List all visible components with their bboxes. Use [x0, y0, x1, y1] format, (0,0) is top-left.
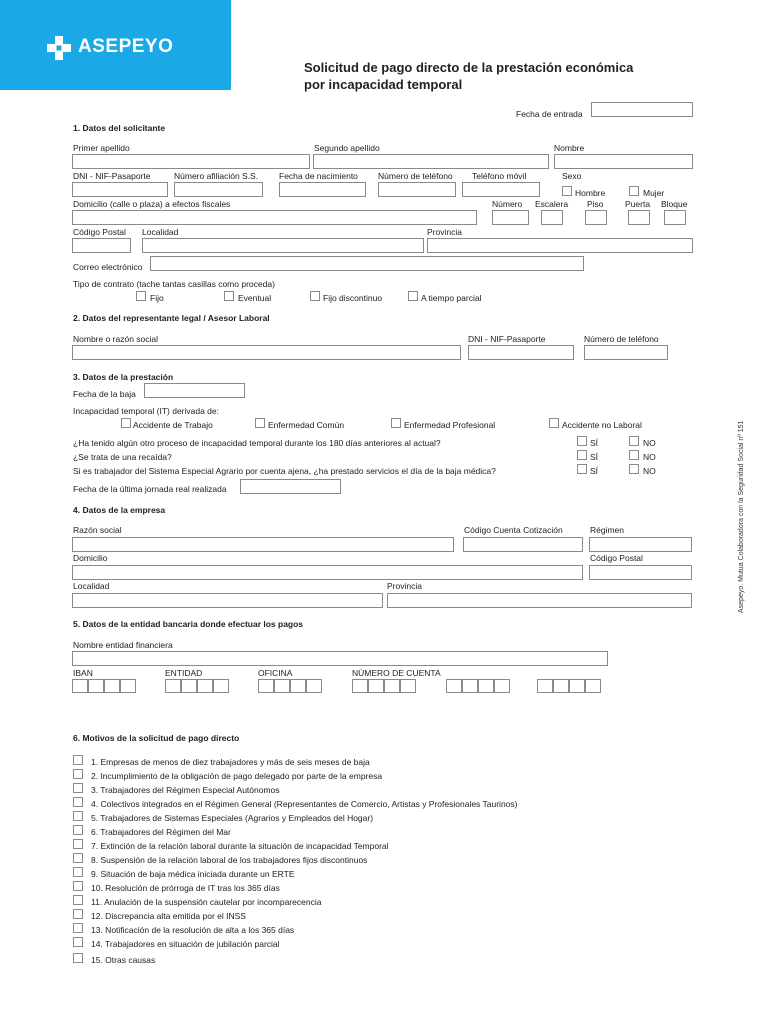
- reason-label: 13. Notificación de la resolución de alta a los 365 días: [91, 925, 295, 935]
- dni-label: DNI - NIF-Pasaporte: [73, 171, 151, 181]
- rep-phone-label: Número de teléfono: [584, 334, 659, 344]
- branch-digit-box[interactable]: [306, 679, 322, 693]
- q3-yes-label: SÍ: [590, 466, 599, 476]
- company-locality-label: Localidad: [73, 581, 110, 591]
- leave-date-label: Fecha de la baja: [73, 389, 136, 399]
- account-digit-box[interactable]: [446, 679, 462, 693]
- ss-number-field[interactable]: [174, 182, 263, 197]
- regime-label: Régimen: [590, 525, 625, 535]
- dni-field[interactable]: [72, 182, 168, 197]
- reason-label: 2. Incumplimiento de la obligación de pago delegado por parte de la empresa: [91, 771, 383, 781]
- reason-label: 14. Trabajadores en situación de jubilación parcial: [91, 939, 280, 949]
- section-1-title: 1. Datos del solicitante: [73, 123, 166, 133]
- email-label: Correo electrónico: [73, 262, 143, 272]
- question-relapse: ¿Se trata de una recaída?: [73, 452, 172, 462]
- contract-part-time-label: A tiempo parcial: [421, 293, 482, 303]
- rep-name-label: Nombre o razón social: [73, 334, 159, 344]
- question-180-days: ¿Ha tenido algún otro proceso de incapacidad temporal durante los 180 días anteriores al actual?: [73, 438, 441, 448]
- mobile-label: Teléfono móvil: [472, 171, 527, 181]
- reason-label: 6. Trabajadores del Régimen del Mar: [91, 827, 231, 837]
- iban-label: IBAN: [73, 668, 93, 678]
- account-number-label: NÚMERO DE CUENTA: [352, 668, 441, 678]
- ccc-label: Código Cuenta Cotización: [464, 525, 563, 535]
- reason-checkbox[interactable]: [73, 867, 83, 877]
- regime-field[interactable]: [589, 537, 692, 552]
- address-field[interactable]: [72, 210, 477, 225]
- contract-temporary-label: Eventual: [238, 293, 272, 303]
- contract-part-time-checkbox[interactable]: [408, 291, 418, 301]
- reason-label: 9. Situación de baja médica iniciada durante un ERTE: [91, 869, 295, 879]
- work-accident-checkbox[interactable]: [121, 418, 131, 428]
- account-digit-box[interactable]: [553, 679, 569, 693]
- female-label: Mujer: [643, 188, 665, 198]
- occupational-illness-checkbox[interactable]: [391, 418, 401, 428]
- rep-phone-field[interactable]: [584, 345, 668, 360]
- block-field[interactable]: [664, 210, 686, 225]
- female-checkbox[interactable]: [629, 186, 639, 196]
- entry-date-field[interactable]: [591, 102, 693, 117]
- male-label: Hombre: [575, 188, 606, 198]
- company-province-field[interactable]: [387, 593, 692, 608]
- number-field[interactable]: [492, 210, 529, 225]
- q1-no-label: NO: [643, 438, 656, 448]
- company-name-label: Razón social: [73, 525, 122, 535]
- bank-name-field[interactable]: [72, 651, 608, 666]
- entity-label: ENTIDAD: [165, 668, 203, 678]
- company-locality-field[interactable]: [72, 593, 383, 608]
- reason-checkbox[interactable]: [73, 839, 83, 849]
- reason-label: 8. Suspensión de la relación laboral de los trabajadores fijos discontinuos: [91, 855, 368, 865]
- iban-digit-box[interactable]: [104, 679, 120, 693]
- reason-checkbox[interactable]: [73, 953, 83, 963]
- address-label: Domicilio (calle o plaza) a efectos fiscales: [73, 199, 231, 209]
- staircase-field[interactable]: [541, 210, 563, 225]
- section-2-title: 2. Datos del representante legal / Asesor Laboral: [73, 313, 270, 323]
- reason-label: 15. Otras causas: [91, 955, 156, 965]
- reason-checkbox[interactable]: [73, 769, 83, 779]
- reason-label: 4. Colectivos integrados en el Régimen General (Representantes de Comercio, Artistas y Profesionales Taurinos): [91, 799, 518, 809]
- q3-no-checkbox[interactable]: [629, 464, 639, 474]
- occupational-illness-label: Enfermedad Profesional: [404, 420, 496, 430]
- reason-checkbox[interactable]: [73, 895, 83, 905]
- ss-number-label: Número afiliación S.S.: [174, 171, 259, 181]
- entry-date-label: Fecha de entrada: [516, 109, 583, 119]
- locality-field[interactable]: [142, 238, 424, 253]
- mobile-field[interactable]: [462, 182, 540, 197]
- iban-digit-box[interactable]: [88, 679, 104, 693]
- staircase-label: Escalera: [535, 199, 569, 209]
- entity-digit-box[interactable]: [181, 679, 197, 693]
- non-work-accident-label: Accidente no Laboral: [562, 420, 642, 430]
- first-surname-label: Primer apellido: [73, 143, 130, 153]
- branch-digit-box[interactable]: [290, 679, 306, 693]
- contract-temporary-checkbox[interactable]: [224, 291, 234, 301]
- form-title-line-1: Solicitud de pago directo de la prestación económica: [304, 60, 634, 75]
- q2-yes-label: SÍ: [590, 452, 599, 462]
- account-digit-box[interactable]: [384, 679, 400, 693]
- q3-no-label: NO: [643, 466, 656, 476]
- non-work-accident-checkbox[interactable]: [549, 418, 559, 428]
- last-workday-label: Fecha de la última jornada real realizada: [73, 484, 227, 494]
- section-6-title: 6. Motivos de la solicitud de pago directo: [73, 733, 240, 743]
- side-legal-text: Asepeyo. Mutua Colaboradora con la Seguridad Social nº 151: [738, 420, 745, 613]
- account-digit-box[interactable]: [585, 679, 601, 693]
- account-digit-box[interactable]: [368, 679, 384, 693]
- contract-discontinuous-checkbox[interactable]: [310, 291, 320, 301]
- company-province-label: Provincia: [387, 581, 422, 591]
- reason-label: 10. Resolución de prórroga de IT tras los 365 días: [91, 883, 280, 893]
- company-postal-code-field[interactable]: [589, 565, 692, 580]
- door-field[interactable]: [628, 210, 650, 225]
- contract-fixed-label: Fijo: [150, 293, 164, 303]
- reason-label: 12. Discrepancia alta emitida por el INSS: [91, 911, 246, 921]
- reason-checkbox[interactable]: [73, 797, 83, 807]
- reason-label: 3. Trabajadores del Régimen Especial Autónomos: [91, 785, 280, 795]
- second-surname-field[interactable]: [313, 154, 549, 169]
- account-digit-box[interactable]: [537, 679, 553, 693]
- section-5-title: 5. Datos de la entidad bancaria donde efectuar los pagos: [73, 619, 304, 629]
- number-label: Número: [492, 199, 523, 209]
- company-name-field[interactable]: [72, 537, 454, 552]
- account-digit-box[interactable]: [400, 679, 416, 693]
- floor-field[interactable]: [585, 210, 607, 225]
- account-digit-box[interactable]: [478, 679, 494, 693]
- reason-label: 11. Anulación de la suspensión cautelar por incomparecencia: [91, 897, 322, 907]
- ccc-field[interactable]: [463, 537, 583, 552]
- q1-no-checkbox[interactable]: [629, 436, 639, 446]
- company-postal-code-label: Código Postal: [590, 553, 643, 563]
- branch-digit-box[interactable]: [274, 679, 290, 693]
- reason-checkbox[interactable]: [73, 853, 83, 863]
- second-surname-label: Segundo apellido: [314, 143, 380, 153]
- question-agrarian: Si es trabajador del Sistema Especial Agrario por cuenta ajena, ¿ha prestado servicios el día de la baja médica?: [73, 466, 496, 476]
- reason-checkbox[interactable]: [73, 909, 83, 919]
- q1-yes-label: SÍ: [590, 438, 599, 448]
- reason-label: 5. Trabajadores de Sistemas Especiales (Agrarios y Empleados del Hogar): [91, 813, 374, 823]
- contract-type-label: Tipo de contrato (tache tantas casillas como proceda): [73, 279, 275, 289]
- rep-dni-label: DNI - NIF-Pasaporte: [468, 334, 546, 344]
- name-field[interactable]: [554, 154, 693, 169]
- reason-checkbox[interactable]: [73, 881, 83, 891]
- derived-from-label: Incapacidad temporal (IT) derivada de:: [73, 406, 219, 416]
- block-label: Bloque: [661, 199, 688, 209]
- iban-digit-box[interactable]: [120, 679, 136, 693]
- common-illness-checkbox[interactable]: [255, 418, 265, 428]
- last-workday-field[interactable]: [240, 479, 341, 494]
- door-label: Puerta: [625, 199, 651, 209]
- q2-yes-checkbox[interactable]: [577, 450, 587, 460]
- province-label: Provincia: [427, 227, 462, 237]
- sex-label: Sexo: [562, 171, 582, 181]
- reason-checkbox[interactable]: [73, 923, 83, 933]
- common-illness-label: Enfermedad Común: [268, 420, 345, 430]
- section-3-title: 3. Datos de la prestación: [73, 372, 174, 382]
- rep-dni-field[interactable]: [468, 345, 574, 360]
- entity-digit-box[interactable]: [165, 679, 181, 693]
- rep-name-field[interactable]: [72, 345, 461, 360]
- bank-name-label: Nombre entidad financiera: [73, 640, 173, 650]
- reason-label: 1. Empresas de menos de diez trabajadores y más de seis meses de baja: [91, 757, 370, 767]
- q2-no-label: NO: [643, 452, 656, 462]
- entity-digit-box[interactable]: [213, 679, 229, 693]
- q2-no-checkbox[interactable]: [629, 450, 639, 460]
- entity-digit-box[interactable]: [197, 679, 213, 693]
- postal-code-field[interactable]: [72, 238, 131, 253]
- q1-yes-checkbox[interactable]: [577, 436, 587, 446]
- reason-checkbox[interactable]: [73, 783, 83, 793]
- work-accident-label: Accidente de Trabajo: [133, 420, 213, 430]
- email-field[interactable]: [150, 256, 584, 271]
- locality-label: Localidad: [142, 227, 179, 237]
- form-title: [304, 59, 633, 93]
- male-checkbox[interactable]: [562, 186, 572, 196]
- reason-checkbox[interactable]: [73, 937, 83, 947]
- reason-checkbox[interactable]: [73, 825, 83, 835]
- company-address-field[interactable]: [72, 565, 583, 580]
- branch-label: OFICINA: [258, 668, 293, 678]
- first-surname-field[interactable]: [72, 154, 310, 169]
- contract-discontinuous-label: Fijo discontinuo: [323, 293, 383, 303]
- province-field[interactable]: [427, 238, 693, 253]
- phone-label: Número de teléfono: [378, 171, 453, 181]
- account-digit-box[interactable]: [569, 679, 585, 693]
- birth-date-label: Fecha de nacimiento: [279, 171, 358, 181]
- leave-date-field[interactable]: [144, 383, 245, 398]
- contract-fixed-checkbox[interactable]: [136, 291, 146, 301]
- birth-date-field[interactable]: [279, 182, 366, 197]
- floor-label: Piso: [587, 199, 604, 209]
- postal-code-label: Código Postal: [73, 227, 126, 237]
- asepeyo-cross-icon: [47, 36, 71, 60]
- reason-checkbox[interactable]: [73, 755, 83, 765]
- phone-field[interactable]: [378, 182, 456, 197]
- account-digit-box[interactable]: [352, 679, 368, 693]
- reason-label: 7. Extinción de la relación laboral durante la situación de incapacidad Temporal: [91, 841, 389, 851]
- form-title-line-2: por incapacidad temporal: [304, 77, 463, 92]
- name-label: Nombre: [554, 143, 585, 153]
- branch-digit-box[interactable]: [258, 679, 274, 693]
- q3-yes-checkbox[interactable]: [577, 464, 587, 474]
- account-digit-box[interactable]: [462, 679, 478, 693]
- section-4-title: 4. Datos de la empresa: [73, 505, 166, 515]
- reason-checkbox[interactable]: [73, 811, 83, 821]
- account-digit-box[interactable]: [494, 679, 510, 693]
- iban-digit-box[interactable]: [72, 679, 88, 693]
- brand-logo-text: ASEPEYO: [78, 36, 174, 57]
- company-address-label: Domicilio: [73, 553, 108, 563]
